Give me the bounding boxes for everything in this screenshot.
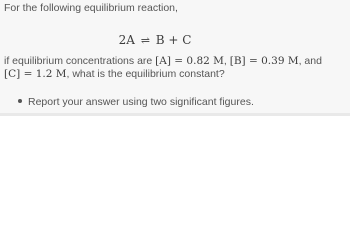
- concentration-c: [C] = 1.2 M: [4, 68, 67, 80]
- separator-1: ,: [223, 55, 230, 67]
- concentration-b: [B] = 0.39 M: [229, 55, 299, 67]
- reactants: 2A: [118, 33, 135, 47]
- question-prefix: if equilibrium concentrations are: [4, 55, 156, 67]
- question-text: [4, 55, 344, 81]
- reaction-equation: [0, 33, 350, 47]
- instruction-bullet: [18, 96, 254, 109]
- intro-text: For the following equilibrium reaction,: [4, 2, 178, 14]
- equilibrium-arrow-icon: ⇌: [140, 34, 150, 47]
- bullet-icon: [18, 99, 22, 103]
- instruction-text: Report your answer using two significant figures.: [28, 96, 254, 108]
- question-panel: [0, 0, 350, 116]
- question-suffix: , what is the equilibrium constant?: [66, 68, 225, 80]
- separator-2: , and: [298, 55, 322, 67]
- concentration-a: [A] = 0.82 M: [155, 55, 224, 67]
- products: B + C: [155, 33, 192, 47]
- divider: [0, 113, 350, 116]
